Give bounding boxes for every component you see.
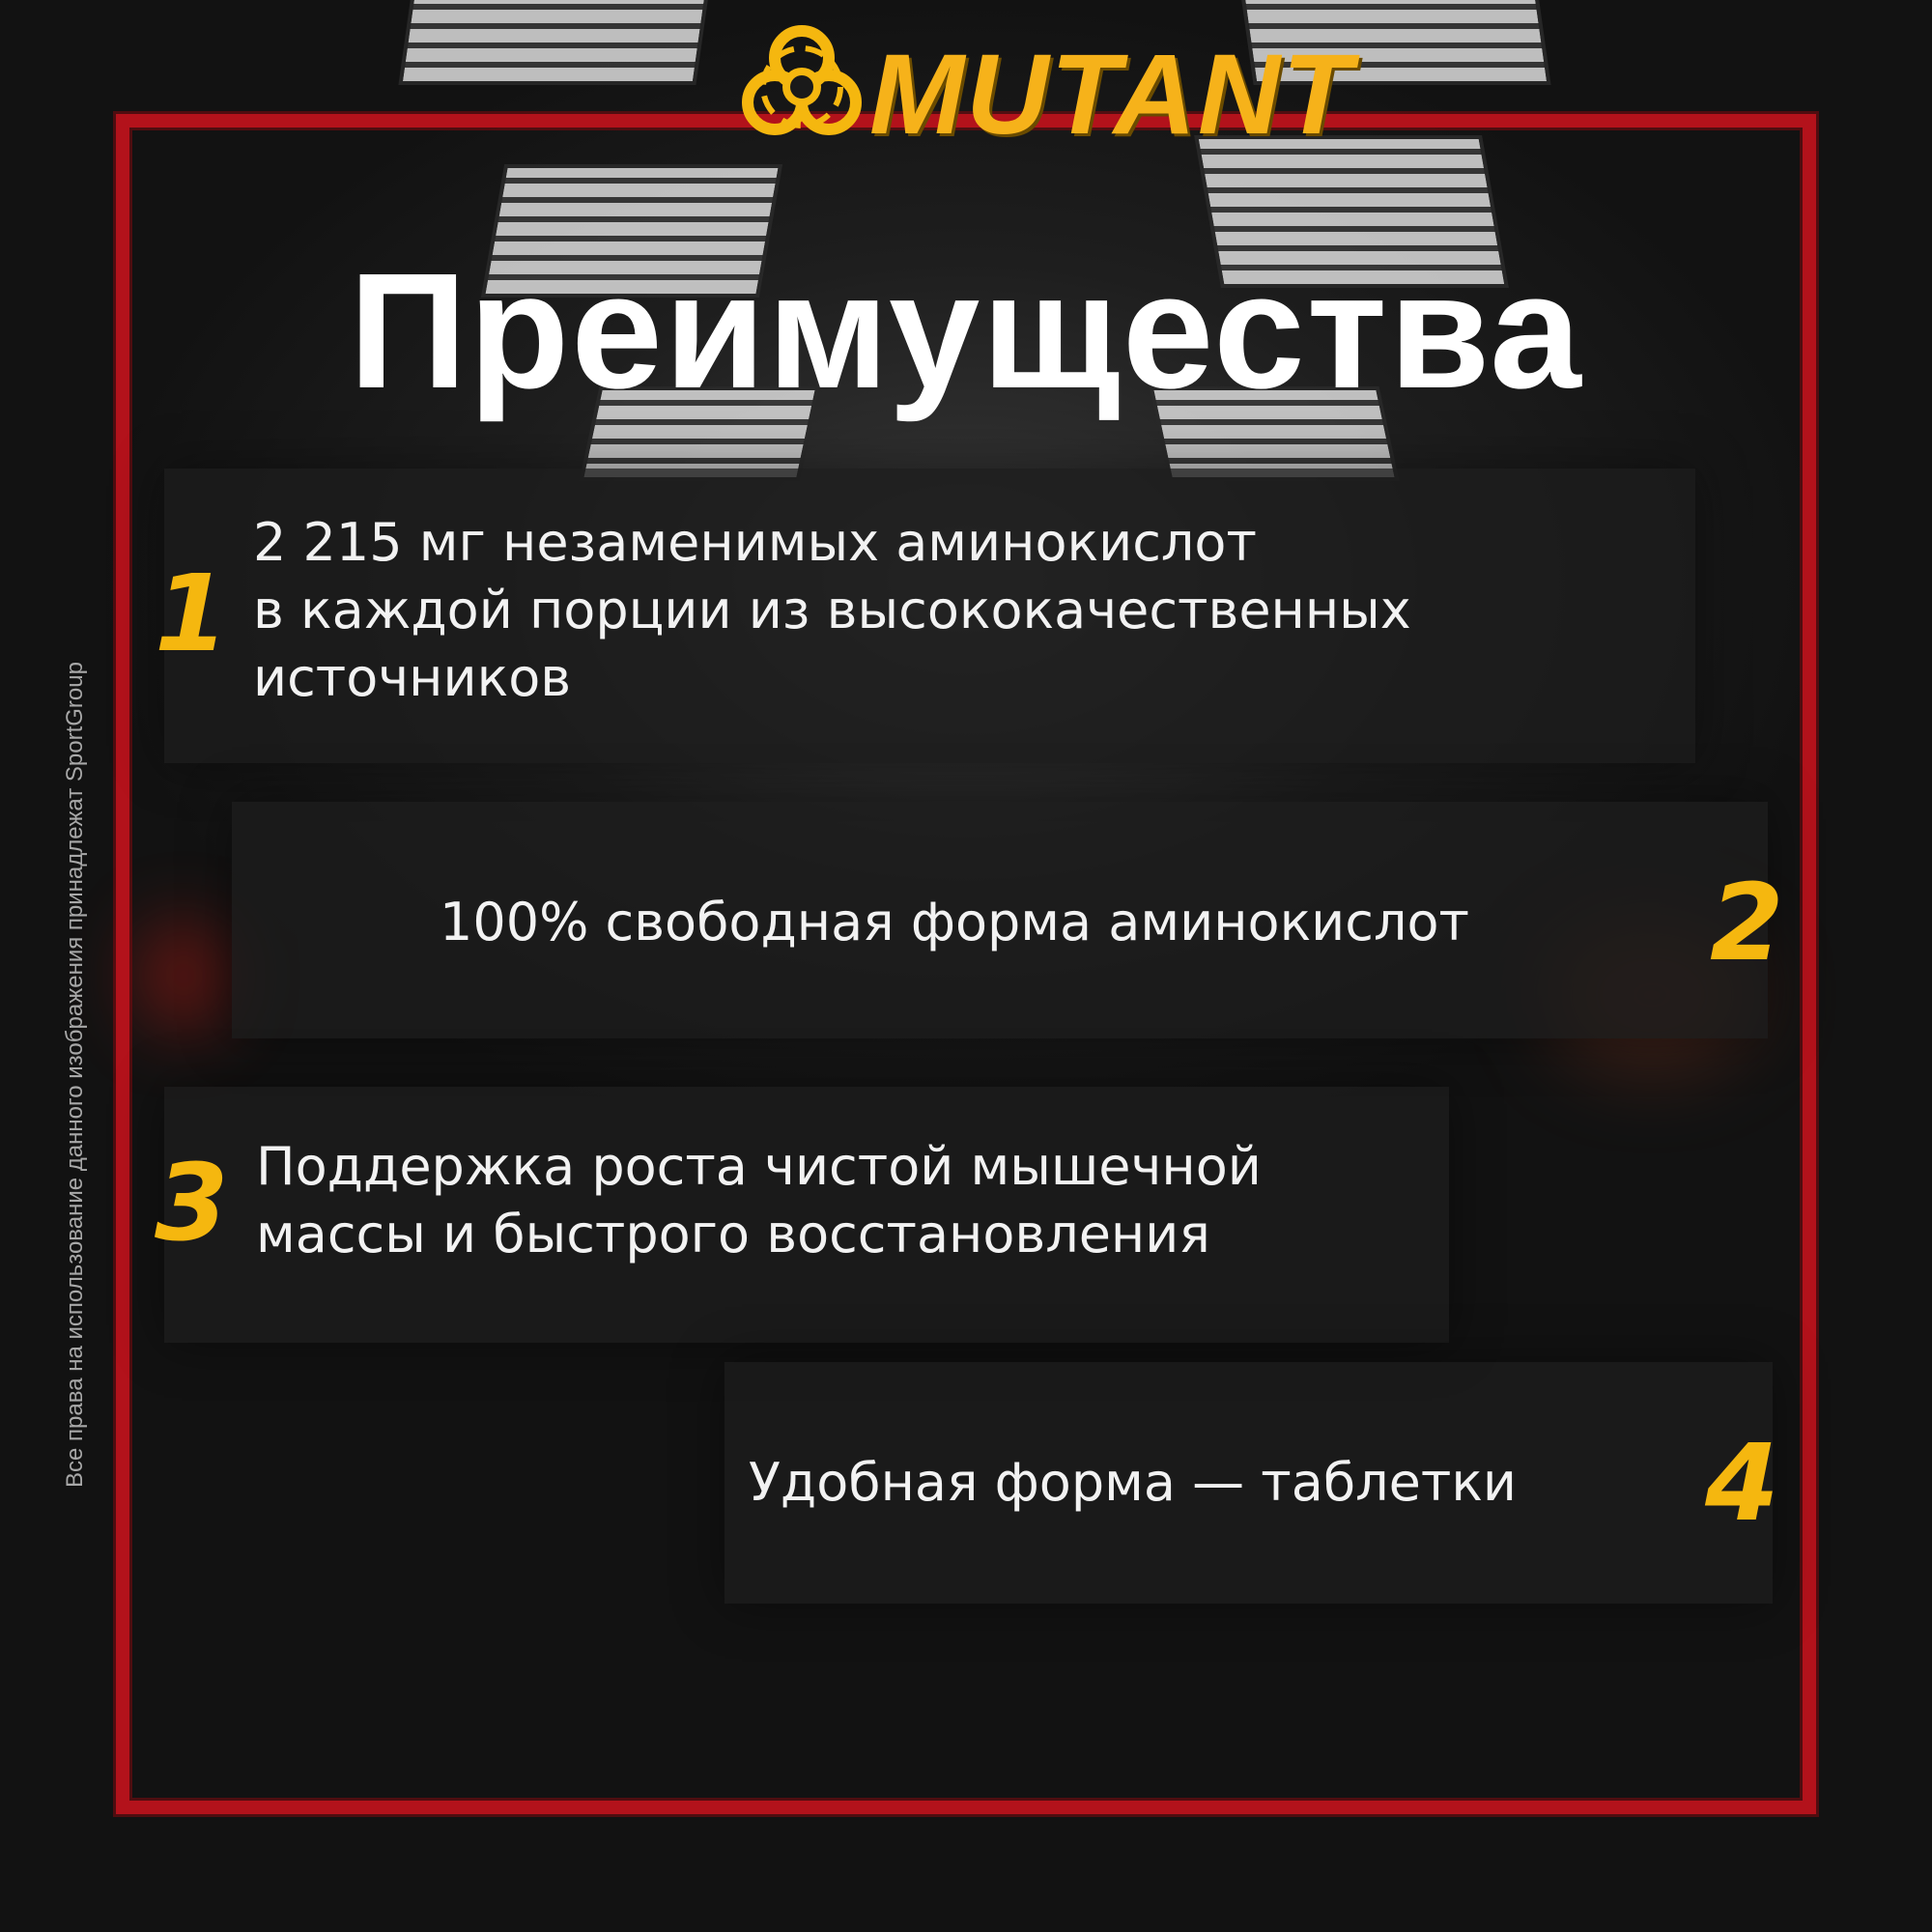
benefit-text-1: 2 215 мг незаменимых аминокислот в каждой порции из высококачественных источников xyxy=(253,512,1411,708)
benefit-text-2: 100% свободная форма аминокислот xyxy=(440,892,1469,952)
benefit-text-3: Поддержка роста чистой мышечной массы и быстрого восстановления xyxy=(256,1136,1262,1264)
benefit-number-2: 2 xyxy=(1710,861,1784,984)
copyright-text: Все права на использование данного изображения принадлежат SportGroup xyxy=(62,662,88,1488)
page-title: Преимущества xyxy=(349,240,1583,423)
benefit-text-4: Удобная форма — таблетки xyxy=(749,1452,1518,1513)
logo-wordmark: MUTANT xyxy=(869,31,1354,158)
benefit-number-4: 4 xyxy=(1705,1421,1779,1545)
biohazard-icon xyxy=(734,17,869,153)
benefit-number-1: 1 xyxy=(155,552,229,675)
skylight-decoration xyxy=(398,0,710,85)
benefit-number-3: 3 xyxy=(155,1141,229,1264)
mutant-logo xyxy=(734,12,1354,158)
